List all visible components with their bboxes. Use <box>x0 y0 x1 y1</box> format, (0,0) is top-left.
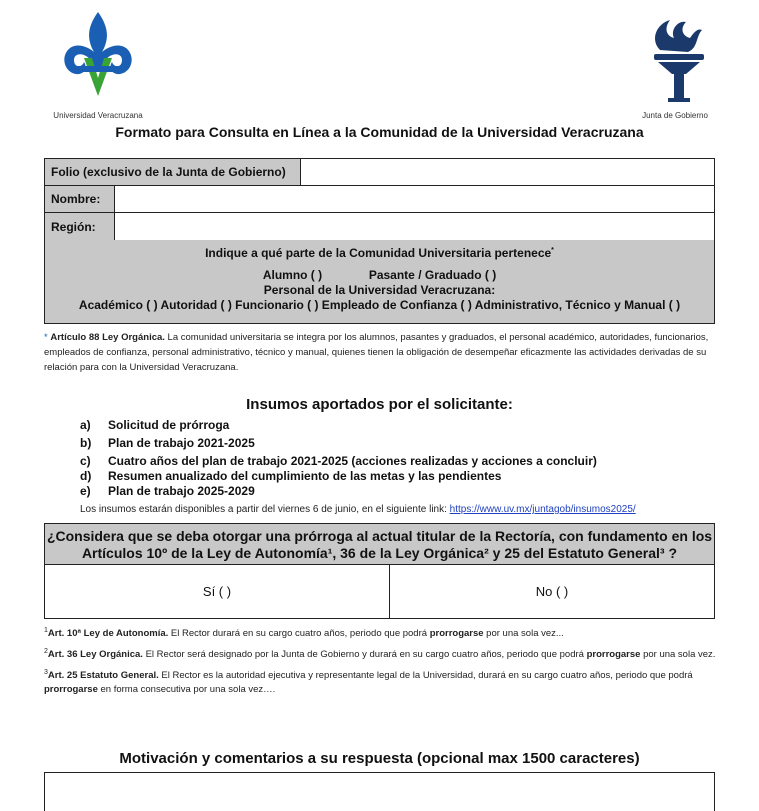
nombre-field[interactable] <box>115 186 715 213</box>
list-item: a) Solicitud de prórroga <box>80 418 230 432</box>
motivation-heading: Motivación y comentarios a su respuesta (opcional max 1500 caracteres) <box>119 750 640 767</box>
universidad-veracruzana-logo <box>48 8 148 120</box>
insumos-heading: Insumos aportados por el solicitante: <box>246 396 513 413</box>
note-asterisk: * <box>44 332 48 343</box>
list-item: e) Plan de trabajo 2025-2029 <box>80 484 255 498</box>
list-item: b) Plan de trabajo 2021-2025 <box>80 436 255 450</box>
nombre-label: Nombre: <box>45 186 115 213</box>
torch-icon <box>620 12 730 108</box>
option-alumno[interactable]: Alumno ( ) <box>262 268 323 282</box>
footnote-2: $^2$Art. 36 Ley Orgánica. El Rector será designado por la Junta de Gobierno y durará en su cargo cuatro años, periodo que podrá prorrogarse por una sola vez. <box>44 648 716 661</box>
answer-no-option[interactable]: No ( ) <box>389 565 715 619</box>
list-item: c) Cuatro años del plan de trabajo 2021-2025 (acciones realizadas y acciones a concluir) <box>80 454 597 468</box>
folio-label: Folio (exclusivo de la Junta de Gobierno) <box>45 159 301 186</box>
folio-field[interactable] <box>301 159 715 186</box>
question-line-2: Artículos 10º de la Ley de Autonomía¹, 36 de la Ley Orgánica² y 25 del Estatuto General³ ? <box>81 545 678 561</box>
personal-label: Personal de la Universidad Veracruzana: <box>263 283 496 297</box>
insumos-list <box>80 418 720 499</box>
list-item: d) Resumen anualizado del cumplimiento de las metas y las pendientes <box>80 469 502 483</box>
left-logo-caption: Universidad Veracruzana <box>53 111 143 120</box>
answer-yes-option[interactable]: Sí ( ) <box>44 565 390 619</box>
asterisk-mark: * <box>551 247 554 254</box>
note-text: La comunidad universitaria se integra por los alumnos, pasantes y graduados, el personal académico, autoridades, funcionarios, empleados de confianza, personal administrativo, técnico y manual, quienes tienen la obligación de desempeñar eficazmente las actividades derivadas de su relación para con la Universidad Veracruzana. <box>44 332 709 373</box>
name-region-table <box>44 185 715 241</box>
identification-table <box>44 158 715 186</box>
article-88-note <box>44 330 716 375</box>
insumos-link[interactable]: https://www.uv.mx/juntagob/insumos2025/ <box>449 504 636 515</box>
note-title: Artículo 88 Ley Orgánica. <box>50 332 165 343</box>
region-label: Región: <box>45 213 115 241</box>
motivation-textarea[interactable] <box>44 772 715 811</box>
option-pasante[interactable]: Pasante / Graduado ( ) <box>368 268 497 282</box>
legal-footnotes <box>44 624 716 701</box>
footnote-3: $^3$Art. 25 Estatuto General. El Rector es la autoridad ejecutiva y representante legal de la Universidad, durará en su cargo cuatro años, periodo que podrá prorrogarse en forma consecutiva por una sola vez…. <box>44 669 693 696</box>
region-field[interactable] <box>115 213 715 241</box>
community-membership-box <box>44 240 715 324</box>
community-question: Indique a qué parte de la Comunidad Universitaria pertenece* <box>205 246 554 260</box>
insumos-availability: Los insumos estarán disponibles a partir del viernes 6 de junio, en el siguiente link: https://www.uv.mx/juntagob/insumos2025/ <box>80 504 636 515</box>
question-line-1: ¿Considera que se deba otorgar una prórroga al actual titular de la Rectoría, con fundamento en los <box>46 528 713 544</box>
flor-de-lis-icon <box>48 8 148 108</box>
student-options <box>45 268 714 282</box>
staff-options[interactable]: Académico ( ) Autoridad ( ) Funcionario ( ) Empleado de Confianza ( ) Administrativo, Técnico y Manual ( ) <box>78 298 681 312</box>
right-logo-caption: Junta de Gobierno <box>642 111 708 120</box>
extension-question <box>44 523 715 565</box>
footnote-1: $^1$Art. 10ª Ley de Autonomía. El Rector durará en su cargo cuatro años, periodo que podrá prorrogarse por una sola vez... <box>44 627 564 640</box>
junta-de-gobierno-logo <box>620 12 730 120</box>
page-title: Formato para Consulta en Línea a la Comunidad de la Universidad Veracruzana <box>115 124 644 140</box>
